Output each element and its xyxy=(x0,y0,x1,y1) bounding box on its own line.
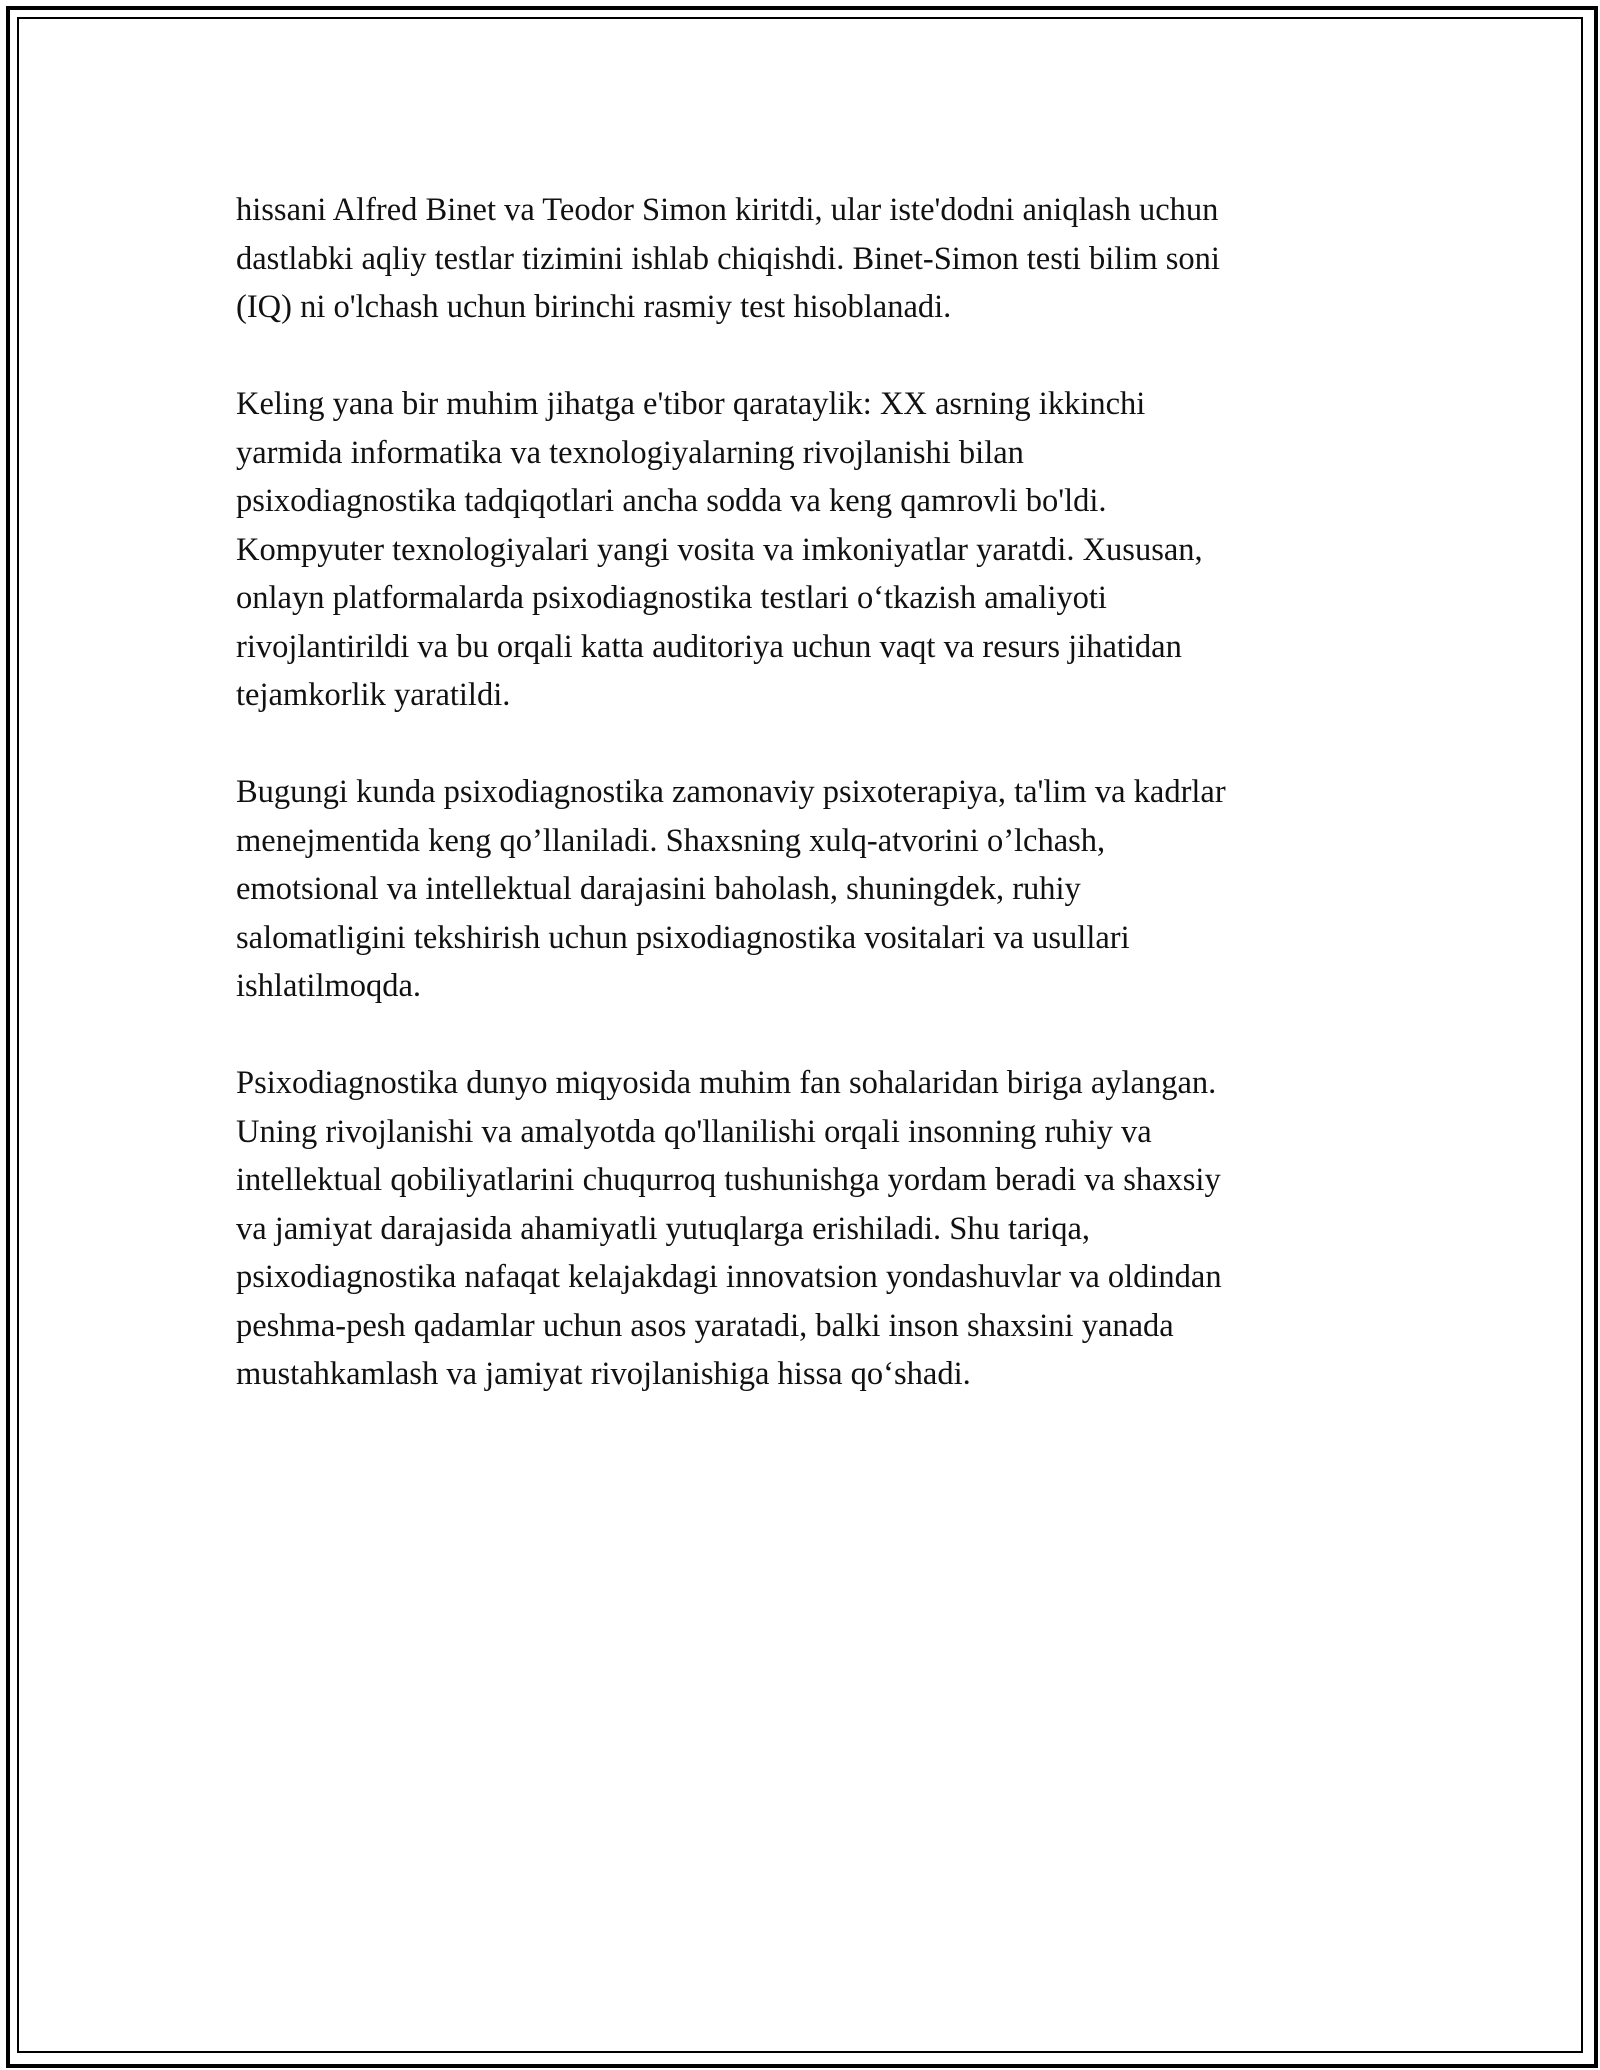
text-line: ishlatilmoqda. xyxy=(236,968,422,1004)
text-line: Kompyuter texnologiyalari yangi vosita va imkoniyatlar yaratdi. Xususan, xyxy=(236,531,1203,568)
text-line: Bugungi kunda psixodiagnostika zamonaviy psixoterapiya, ta'lim va kadrlar xyxy=(236,774,1226,810)
text-line: psixodiagnostika nafaqat kelajakdagi innovatsion yondashuvlar va oldindan xyxy=(236,1259,1222,1295)
text-line: dastlabki aqliy testlar tizimini ishlab chiqishdi. Binet-Simon testi bilim soni xyxy=(236,240,1220,277)
text-line: tejamkorlik yaratildi. xyxy=(236,677,511,713)
text-line: onlayn platformalarda psixodiagnostika testlari o‘tkazish amaliyoti xyxy=(236,580,1107,616)
paragraph-3 xyxy=(236,768,1366,1011)
text-line: Keling yana bir muhim jihatga e'tibor qarataylik: XX asrning ikkinchi xyxy=(236,386,1146,422)
document-body xyxy=(236,186,1366,1447)
text-line: va jamiyat darajasida ahamiyatli yutuqlarga erishiladi. Shu tariqa, xyxy=(236,1210,1091,1247)
text-line: yarmida informatika va texnologiyalarning rivojlanishi bilan xyxy=(236,434,1024,471)
text-line: menejmentida keng qo’llaniladi. Shaxsning xulq-atvorini o’lchash, xyxy=(236,822,1106,859)
text-line: emotsional va intellektual darajasini baholash, shuningdek, ruhiy xyxy=(236,871,1081,907)
paragraph-2 xyxy=(236,380,1366,720)
text-line: hissani Alfred Binet va Teodor Simon kiritdi, ular iste'dodni aniqlash uchun xyxy=(236,192,1219,228)
text-line: Psixodiagnostika dunyo miqyosida muhim fan sohalaridan biriga aylangan. xyxy=(236,1065,1217,1101)
text-line: rivojlantirildi va bu orqali katta auditoriya uchun vaqt va resurs jihatidan xyxy=(236,628,1182,665)
text-line: (IQ) ni o'lchash uchun birinchi rasmiy test hisoblanadi. xyxy=(236,289,952,325)
paragraph-1 xyxy=(236,186,1366,332)
text-line: peshma-pesh qadamlar uchun asos yaratadi, balki inson shaxsini yanada xyxy=(236,1307,1174,1344)
text-line: intellektual qobiliyatlarini chuqurroq tushunishga yordam beradi va shaxsiy xyxy=(236,1162,1221,1198)
paragraph-4 xyxy=(236,1059,1366,1399)
text-line: mustahkamlash va jamiyat rivojlanishiga hissa qo‘shadi. xyxy=(236,1356,971,1392)
text-line: Uning rivojlanishi va amalyotda qo'llanilishi orqali insonning ruhiy va xyxy=(236,1113,1152,1150)
text-line: psixodiagnostika tadqiqotlari ancha sodda va keng qamrovli bo'ldi. xyxy=(236,483,1107,519)
text-line: salomatligini tekshirish uchun psixodiagnostika vositalari va usullari xyxy=(236,919,1130,956)
